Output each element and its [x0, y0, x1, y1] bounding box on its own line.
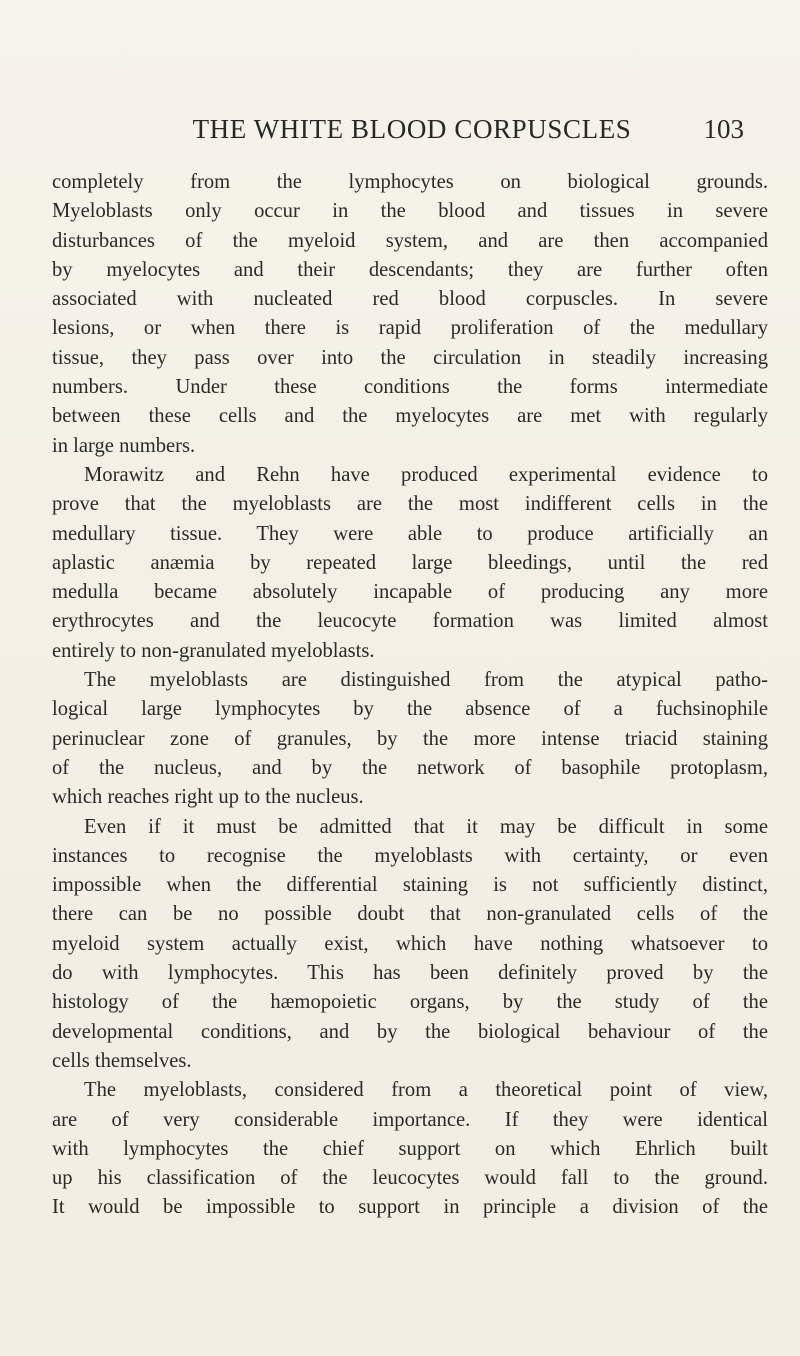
text-line: numbers. Under these conditions the forms intermediate: [52, 376, 768, 399]
running-title: THE WHITE BLOOD CORPUSCLES: [192, 114, 632, 144]
text-line: cells themselves.: [52, 1049, 192, 1072]
text-line: aplastic anæmia by repeated large bleedings, until the red: [52, 551, 768, 574]
text-line: medullary tissue. They were able to produce artificially an: [52, 522, 768, 545]
text-line: developmental conditions, and by the biological behaviour of the: [52, 1020, 768, 1043]
body-text: [52, 168, 768, 1223]
page-number: 103: [703, 114, 744, 144]
text-line: histology of the hæmopoietic organs, by the study of the: [52, 991, 768, 1014]
text-line: entirely to non-granulated myeloblasts.: [52, 639, 375, 662]
text-line: instances to recognise the myeloblasts with certainty, or even: [52, 844, 768, 867]
text-line: The myeloblasts are distinguished from the atypical patho-: [84, 669, 768, 692]
text-line: between these cells and the myelocytes are met with regularly: [52, 405, 768, 428]
text-line: myeloid system actually exist, which have nothing whatsoever to: [52, 932, 768, 955]
text-line: disturbances of the myeloid system, and are then accompanied: [52, 229, 768, 252]
text-line: Myeloblasts only occur in the blood and tissues in severe: [52, 200, 768, 223]
text-line: which reaches right up to the nucleus.: [52, 786, 364, 809]
text-line: in large numbers.: [52, 434, 196, 457]
text-line: erythrocytes and the leucocyte formation was limited almost: [52, 610, 768, 633]
running-header: [80, 112, 744, 146]
text-line: tissue, they pass over into the circulation in steadily increasing: [52, 346, 768, 369]
text-line: associated with nucleated red blood corpuscles. In severe: [52, 288, 768, 311]
text-line: medulla became absolutely incapable of producing any more: [52, 581, 768, 604]
text-line: lesions, or when there is rapid proliferation of the medullary: [52, 317, 768, 340]
text-line: Even if it must be admitted that it may be difficult in some: [84, 815, 768, 838]
text-line: prove that the myeloblasts are the most indifferent cells in the: [52, 493, 768, 516]
text-line: It would be impossible to support in principle a division of the: [52, 1196, 768, 1219]
text-line: do with lymphocytes. This has been definitely proved by the: [52, 962, 768, 985]
text-line: up his classification of the leucocytes would fall to the ground.: [52, 1167, 768, 1190]
text-line: logical large lymphocytes by the absence of a fuchsinophile: [52, 698, 768, 721]
text-line: of the nucleus, and by the network of basophile protoplasm,: [52, 756, 768, 779]
text-line: completely from the lymphocytes on biological grounds.: [52, 171, 768, 193]
text-line: by myelocytes and their descendants; they are further often: [52, 258, 768, 281]
text-line: Morawitz and Rehn have produced experimental evidence to: [84, 463, 768, 486]
text-line: are of very considerable importance. If they were identical: [52, 1108, 768, 1131]
text-line: impossible when the differential staining is not sufficiently distinct,: [52, 874, 768, 897]
text-line: there can be no possible doubt that non-granulated cells of the: [52, 903, 768, 926]
text-line: with lymphocytes the chief support on which Ehrlich built: [52, 1137, 768, 1160]
text-line: The myeloblasts, considered from a theoretical point of view,: [84, 1079, 768, 1102]
text-line: perinuclear zone of granules, by the more intense triacid staining: [52, 727, 768, 750]
